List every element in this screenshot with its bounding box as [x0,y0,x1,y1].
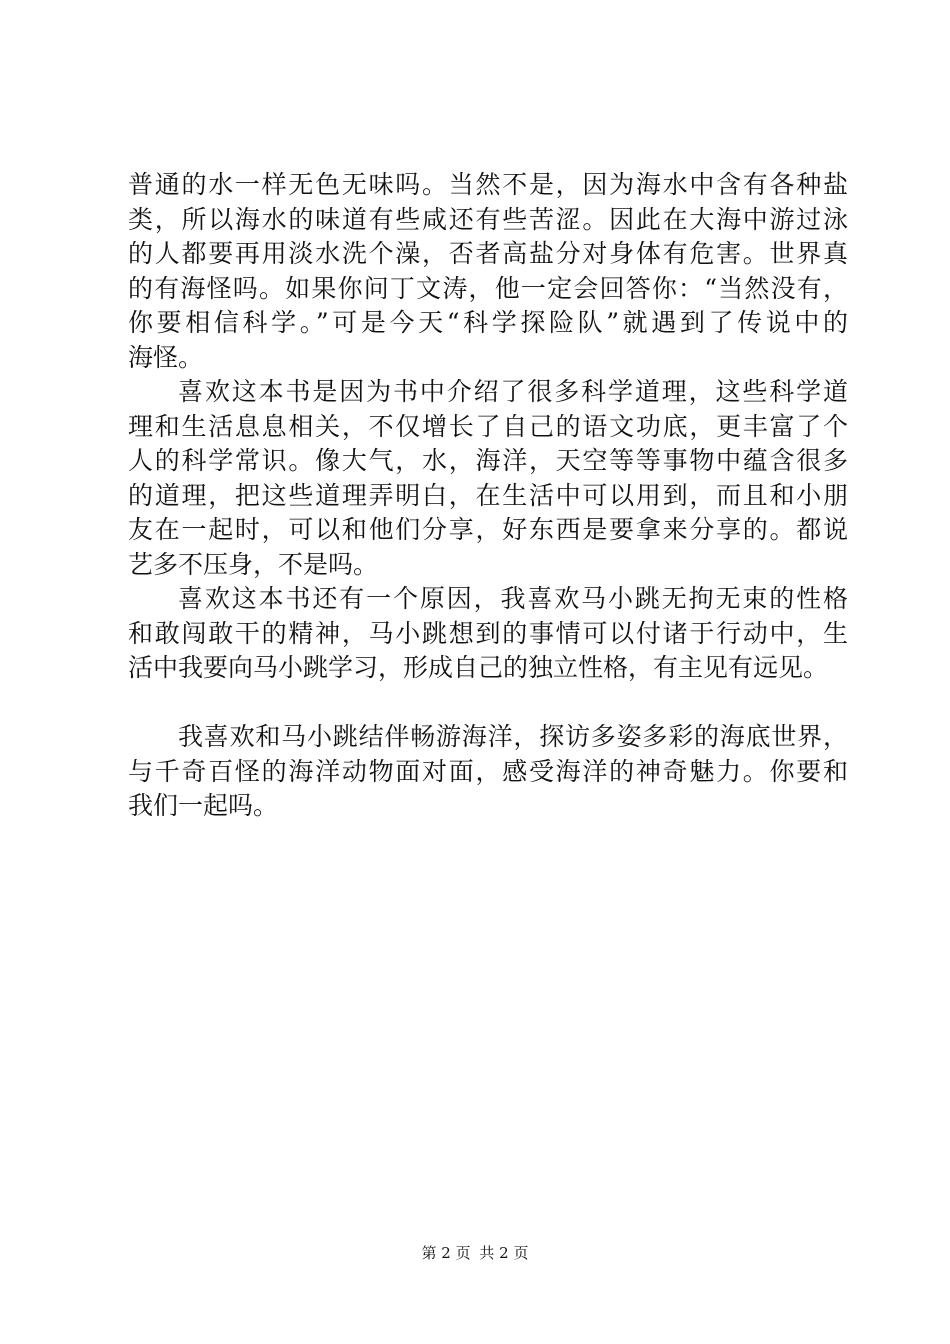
text-line: 的人都要再用淡水洗个澡，否者高盐分对身体有危害。世界真 [128,239,848,268]
text-line: 艺多不压身，不是吗。 [128,549,379,579]
text-line: 我们一起吗。 [128,791,279,820]
page-number: 第 2 页 [421,1244,471,1262]
page-total: 共 2 页 [479,1244,529,1262]
text-line: 喜欢这本书还有一个原因，我喜欢马小跳无拘无束的性格 [178,584,848,613]
text-line: 理和生活息息相关，不仅增长了自己的语文功底，更丰富了个 [128,411,848,441]
text-line: 的道理，把这些道理弄明白，在生活中可以用到，而且和小朋 [128,480,848,510]
text-line: 我喜欢和马小跳结伴畅游海洋，探访多姿多彩的海底世界， [178,722,848,751]
paragraph-gap [128,686,848,721]
text-line: 喜欢这本书是因为书中介绍了很多科学道理，这些科学道 [178,377,848,406]
text-line: 类，所以海水的味道有些咸还有些苦涩。因此在大海中游过泳 [128,204,848,234]
text-line: 你要相信科学。”可是今天“科学探险队”就遇到了传说中的 [128,308,848,337]
text-line: 普通的水一样无色无味吗。当然不是，因为海水中含有各种盐 [128,170,848,199]
text-line: 活中我要向马小跳学习，形成自己的独立性格，有主见有远见。 [128,653,829,682]
text-line: 人的科学常识。像大气，水，海洋，天空等等事物中蕴含很多 [128,446,848,475]
text-line: 友在一起时，可以和他们分享，好东西是要拿来分享的。都说 [128,515,848,544]
text-line: 的有海怪吗。如果你问丁文涛，他一定会回答你：“当然没有， [128,273,848,303]
page-footer [0,1242,950,1263]
text-line: 和敢闯敢干的精神，马小跳想到的事情可以付诸于行动中，生 [128,618,848,648]
text-line: 海怪。 [128,342,204,372]
text-line: 与千奇百怪的海洋动物面对面，感受海洋的神奇魅力。你要和 [128,756,848,786]
body-text [128,168,848,824]
